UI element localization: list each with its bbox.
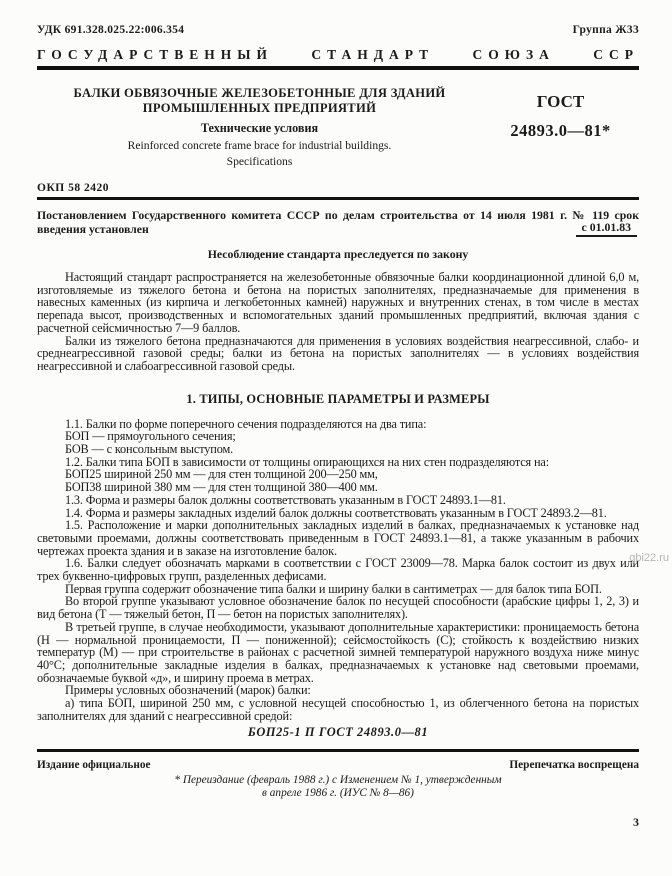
meta-row (37, 24, 639, 36)
clause-examples-intro: Примеры условных обозначений (марок) балки: (65, 683, 311, 698)
reissue-footnote-line1: * Переиздание (февраль 1988 г.) с Изменением № 1, утвержденным (174, 773, 502, 786)
udk-code: УДК 691.328.025.22:006.354 (37, 24, 185, 36)
effective-date: с 01.01.83 (576, 220, 637, 237)
page-content (37, 0, 639, 801)
clause-group-2: Во второй группе указывают условное обозначение балок по несущей способности (арабские цифры 1, 2, 3) и вид бетона (Т — тяжелый бетон, П — бетон на пористых заполнителях). (37, 594, 639, 622)
masthead-word: СОЮЗА (472, 47, 555, 62)
reissue-footnote (37, 774, 639, 801)
clause-group-3: В третьей группе, в случае необходимости, указывают дополнительные характеристики: проницаемость бетона (Н — нормальной проницаемости, П — пониженной); сейсмостойкость (С); стойкость к воздействию низких температур (М) — при строительстве в районах с расчетной зимней температурой наружного воздуха ниже минус 40°С; дополнительные закладные изделия в балках, предназначаемых к установке над световыми проемами, обозначаемые буквой «д», и ширину проема в метрах. (37, 619, 639, 685)
example-mark-designation: БОП25-1 П ГОСТ 24893.0—81 (247, 724, 429, 739)
clause-1-1: 1.1. Балки по форме поперечного сечения подразделяются на два типа: (65, 416, 427, 431)
masthead-word: СТАНДАРТ (311, 47, 435, 62)
intro-paragraph-1: Настоящий стандарт распространяется на железобетонные обвязочные балки координационной длиной 6,0 м, изготовляемые из тяжелого бетона и бетона на пористых заполнителях, предназначаемые для применения в навесных каменных (из кирпича и легкобетонных камней) наружных и внутренних стенах, в том числе в местах перепада высот, производственных и вспомогательных зданий промышленных предприятий, включая здания с расчетной сейсмичностью 7—9 баллов. (37, 270, 639, 335)
footer-row (37, 759, 639, 771)
reissue-footnote-line2: в апреле 1986 г. (ИУС № 8—86) (262, 787, 414, 799)
gost-number: 24893.0—81* (510, 121, 611, 140)
clause-bov: БОВ — с консольным выступом. (65, 442, 234, 457)
clause-bop: БОП — прямоугольного сечения; (65, 429, 236, 444)
okp-rule (37, 197, 639, 200)
decree-paragraph (37, 208, 639, 236)
official-edition-label: Издание официальное (37, 758, 151, 771)
reprint-prohibited-label: Перепечатка воспрещена (509, 758, 639, 771)
masthead-word: ГОСУДАРСТВЕННЫЙ (37, 47, 274, 62)
footer-rule (37, 749, 639, 752)
title-english-line1: Reinforced concrete frame brace for industrial buildings. (127, 139, 392, 152)
title-block (37, 86, 639, 168)
clause-group-1: Первая группа содержит обозначение типа балки и ширину балки в сантиметрах — для балок типа БОП. (65, 581, 602, 596)
clause-bop38: БОП38 шириной 380 мм — для стен толщиной 380—400 мм. (65, 480, 378, 495)
site-watermark: gbi22.ru (629, 552, 669, 564)
clause-1-2: 1.2. Балки типа БОП в зависимости от толщины опирающихся на них стен подразделяются на: (65, 454, 549, 469)
clause-1-5: 1.5. Расположение и марки дополнительных закладных изделий в балках, предназначаемых к установке над световыми проемами, должны соответствовать приведенным в ГОСТ 24893.1—81, а также указанным в рабочих чертежах проекта здания и в заказе на изготовление балок. (37, 518, 639, 558)
clause-example-a: а) типа БОП, шириной 250 мм, с условной несущей способностью 1, из облегченного бетона на пористых заполнителях для зданий с неагрессивной средой: (37, 696, 639, 723)
document-subtitle: Технические условия (200, 121, 319, 135)
title-left (37, 86, 482, 168)
clause-1-6: 1.6. Балки следует обозначать марками в соответствии с ГОСТ 23009—78. Марка балок состоит из двух или трех буквенно-цифровых групп, разделенных дефисами. (37, 556, 639, 584)
document-title-line2: ПРОМЫШЛЕННЫХ ПРЕДПРИЯТИЙ (142, 101, 377, 115)
clause-bop25: БОП25 шириной 250 мм — для стен толщиной 200—250 мм, (65, 467, 378, 482)
gost-designation (482, 86, 639, 168)
law-notice: Несоблюдение стандарта преследуется по закону (207, 247, 469, 261)
group-code: Группа Ж33 (572, 24, 639, 36)
masthead-rule (37, 66, 639, 70)
clause-1-3: 1.3. Форма и размеры балок должны соответствовать указанным в ГОСТ 24893.1—81. (65, 492, 506, 507)
gost-label: ГОСТ (536, 92, 585, 111)
clause-1-4: 1.4. Форма и размеры закладных изделий балок должны соответствовать указанным в ГОСТ 24893.2—81. (65, 505, 607, 520)
masthead-word: ССР (593, 47, 639, 62)
document-title-line1: БАЛКИ ОБВЯЗОЧНЫЕ ЖЕЛЕЗОБЕТОННЫЕ ДЛЯ ЗДАНИЙ (73, 86, 446, 100)
section-1-heading: 1. ТИПЫ, ОСНОВНЫЕ ПАРАМЕТРЫ И РАЗМЕРЫ (186, 391, 490, 406)
intro-paragraph-2: Балки из тяжелого бетона предназначаются для применения в условиях воздействия неагрессивной, слабо- и среднеагрессивной газовой среды; балки из бетона на пористых заполнителях — в условиях воздействия неагрессивной и слабоагрессивной газовой среды. (37, 333, 639, 373)
okp-code: ОКП 58 2420 (37, 182, 109, 194)
title-english-line2: Specifications (226, 155, 293, 168)
decree-text: Постановлением Государственного комитета СССР по делам строительства от 14 июля 1981 г. № 119 срок введения установлен (37, 208, 639, 236)
page-number: 3 (633, 815, 639, 829)
masthead (37, 47, 639, 63)
